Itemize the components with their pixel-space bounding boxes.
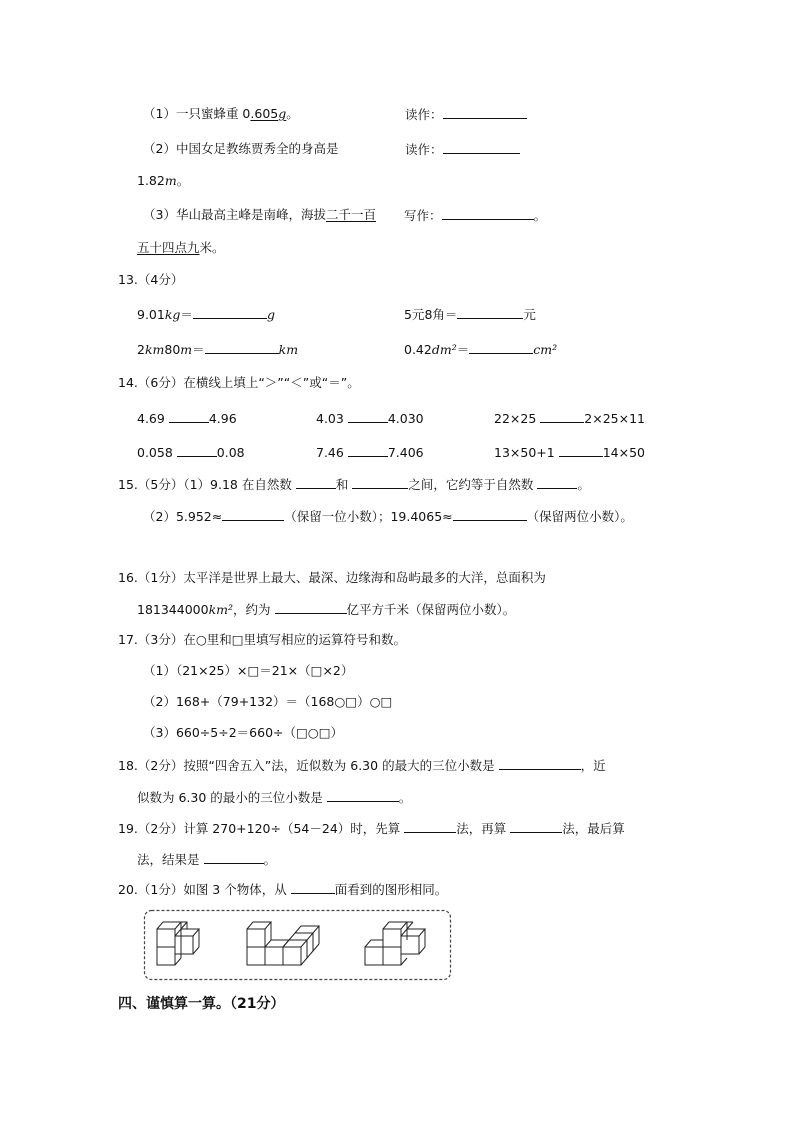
q14-r2-c3-blank[interactable]: [559, 444, 603, 457]
q15-blank-4[interactable]: [222, 508, 284, 521]
q12-2-answer-blank[interactable]: [443, 141, 520, 154]
q14-r2-c3-b: 14×50: [602, 445, 645, 460]
q19-blank-3[interactable]: [204, 851, 264, 864]
q19-line-2: [137, 851, 276, 868]
q13-item-2: [404, 306, 536, 323]
q19-2-end: 。: [263, 852, 277, 867]
q17-item-3: （3）660÷5÷2＝660÷（□○□）: [143, 725, 344, 740]
q15-2-mid: （保留一位小数）；19.4065≈: [284, 509, 453, 524]
q12-item-1: [143, 106, 299, 122]
q14-r1-c3: [494, 410, 645, 427]
q20-line: [118, 881, 447, 898]
cube-object-1: [157, 922, 199, 965]
q13-2-left: 5元8角: [404, 307, 445, 322]
q13-4-eq: ＝: [456, 342, 470, 357]
q12-2-suffix: 。: [176, 173, 190, 188]
q12-1-answer-label: 读作：: [405, 107, 443, 122]
q12-2-value: 1.82: [137, 173, 165, 188]
q20-end: 面看到的图形相同。: [334, 882, 448, 897]
q14-r1-c3-b: 2×25×11: [584, 411, 645, 426]
q18-line-2: [137, 789, 411, 806]
q16-unit: km²: [208, 602, 234, 617]
q18-2-start: 似数为 6.30 的最小的三位小数是: [137, 790, 323, 805]
q13-1-left-unit: kg: [164, 307, 181, 322]
q12-1-underlined: .605: [250, 106, 279, 121]
q14-r2-c3-a: 13×50+1: [494, 445, 555, 460]
q12-2-text: （2）中国女足教练贾秀全的身高是: [143, 141, 339, 156]
q13-4-blank[interactable]: [469, 341, 533, 354]
q14-r2-c1-a: 0.058: [137, 445, 173, 460]
q13-1-eq: ＝: [180, 307, 193, 322]
q15-line-2: [143, 508, 633, 525]
q12-1-unit: g: [278, 106, 287, 121]
q13-3-left-unit2: m: [180, 342, 193, 357]
q15-1-mid2: 之间，它约等于自然数: [408, 477, 534, 492]
q14-r2-c2: [316, 444, 424, 461]
q13-3-left: 2: [137, 342, 145, 357]
cube-figure-svg: [143, 909, 452, 981]
q16-value: 181344000: [137, 602, 209, 617]
q13-4-left: 0.42: [404, 342, 432, 357]
q13-item-3: [137, 341, 298, 358]
q17-header: 17.（3分）在○里和□里填写相应的运算符号和数。: [118, 632, 407, 647]
q18-1-end: ，近: [580, 758, 606, 773]
q15-2-end: （保留两位小数）。: [526, 509, 633, 524]
q12-2-answer-label: 读作：: [405, 142, 443, 157]
q13-item-1: [137, 306, 275, 323]
q19-1-start: 19.（2分）计算 270+120÷（54－24）时，先算: [118, 821, 401, 836]
q12-1-suffix: 。: [286, 106, 299, 121]
q14-r2-c1-blank[interactable]: [177, 444, 217, 457]
cube-figure: [143, 909, 452, 981]
q14-r2-c2-a: 7.46: [316, 445, 344, 460]
q18-blank-2[interactable]: [327, 789, 399, 802]
q20-blank[interactable]: [291, 881, 335, 894]
cube-object-2: [247, 922, 319, 965]
q19-blank-1[interactable]: [404, 820, 456, 833]
q14-r1-c2: [316, 410, 424, 427]
q13-item-4: [404, 341, 557, 358]
q13-3-eq: ＝: [192, 342, 205, 357]
q12-item-2: [143, 141, 338, 157]
q15-2-start: （2）5.952≈: [143, 509, 223, 524]
q15-line-1: [118, 476, 590, 493]
q14-r2-c3: [494, 444, 645, 461]
q15-blank-3[interactable]: [537, 476, 577, 489]
q17-item-2: （2）168+（79+132）＝（168○□）○□: [143, 694, 393, 709]
q12-1-text: （1）一只蜜蜂重 0: [143, 106, 251, 121]
q13-1-blank[interactable]: [193, 306, 267, 319]
q12-3-answer-blank[interactable]: [442, 207, 534, 220]
q12-item-3: [143, 207, 376, 223]
q13-3-left-unit: km: [144, 342, 165, 357]
q15-1-end: 。: [577, 477, 590, 492]
q13-3-blank[interactable]: [205, 341, 279, 354]
q12-3-cont-underlined: 五十四点九: [137, 240, 200, 255]
q12-3-underlined: 二千一百: [325, 207, 376, 222]
q17-item-1: （1）（21×25）×□＝21×（□×2）: [143, 663, 354, 678]
q16-blank[interactable]: [275, 601, 347, 614]
q14-r2-c1: [137, 444, 245, 461]
q14-r2-c1-b: 0.08: [216, 445, 245, 460]
q14-r2-c2-blank[interactable]: [348, 444, 388, 457]
q13-2-right-unit: 元: [523, 307, 536, 322]
q16-line-1: 16.（1分）太平洋是世界上最大、最深、边缘海和岛屿最多的大洋，总面积为: [118, 570, 546, 585]
q14-r1-c1-a: 4.69: [137, 411, 165, 426]
q14-r1-c2-blank[interactable]: [348, 410, 388, 423]
q14-r2-c2-b: 7.406: [387, 445, 424, 460]
q18-2-end: 。: [398, 790, 412, 805]
q19-1-mid: 法，再算: [456, 821, 507, 836]
q13-4-left-unit: dm²: [431, 342, 457, 357]
q14-r1-c3-a: 22×25: [494, 411, 537, 426]
q13-2-eq: ＝: [444, 307, 458, 322]
q14-r1-c1-b: 4.96: [208, 411, 237, 426]
q19-line-1: [118, 820, 625, 837]
q12-3-continuation: [137, 240, 225, 256]
q19-1-end: 法，最后算: [562, 821, 625, 836]
q13-3-right-unit: km: [278, 342, 299, 357]
q14-r1-c2-a: 4.03: [316, 411, 344, 426]
q12-3-answer-suffix: 。: [533, 208, 547, 223]
q19-blank-2[interactable]: [510, 820, 562, 833]
q12-2-answer: [405, 141, 520, 158]
q19-2-start: 法，结果是: [137, 852, 200, 867]
q14-r1-c1-blank[interactable]: [169, 410, 209, 423]
q12-3-answer: [404, 207, 546, 224]
q15-blank-2[interactable]: [352, 476, 408, 489]
q16-mid: ，约为: [233, 602, 271, 617]
q16-line-2: [137, 601, 515, 618]
q18-line-1: [118, 757, 606, 774]
q15-blank-5[interactable]: [453, 508, 527, 521]
q13-1-left: 9.01: [137, 307, 165, 322]
q14-header: 14.（6分）在横线上填上“＞”“＜”或“＝”。: [118, 375, 360, 390]
q12-1-answer: [405, 106, 527, 123]
q13-4-right-unit: cm²: [533, 342, 558, 357]
dashed-frame: [145, 911, 451, 980]
section-4-heading: 四、谨慎算一算。（21分）: [118, 996, 285, 1012]
q18-1-start: 18.（2分）按照“四舍五入”法，近似数为 6.30 的最大的三位小数是: [118, 758, 495, 773]
q12-3-answer-label: 写作：: [404, 208, 442, 223]
q16-end: 亿平方千米（保留两位小数）。: [346, 602, 516, 617]
q15-1-mid: 和: [335, 477, 349, 492]
q12-1-answer-blank[interactable]: [443, 106, 527, 119]
cube-object-3: [365, 922, 425, 965]
q13-1-right-unit: g: [266, 307, 275, 322]
q15-blank-1[interactable]: [296, 476, 336, 489]
q13-header: 13.（4分）: [118, 272, 184, 287]
q15-1-start: 15.（5分）（1）9.18 在自然数: [118, 477, 292, 492]
q18-blank-1[interactable]: [499, 757, 581, 770]
q12-3-cont-suffix: 米。: [199, 240, 225, 255]
q14-r1-c3-blank[interactable]: [540, 410, 584, 423]
q20-start: 20.（1分）如图 3 个物体，从: [118, 882, 287, 897]
q13-2-blank[interactable]: [457, 306, 523, 319]
q12-2-unit: m: [164, 173, 177, 188]
q13-3-left2: 80: [164, 342, 181, 357]
q12-3-text: （3）华山最高主峰是南峰，海拔: [143, 207, 326, 222]
q12-2-continuation: [137, 173, 189, 189]
q14-r1-c1: [137, 410, 237, 427]
q14-r1-c2-b: 4.030: [387, 411, 424, 426]
